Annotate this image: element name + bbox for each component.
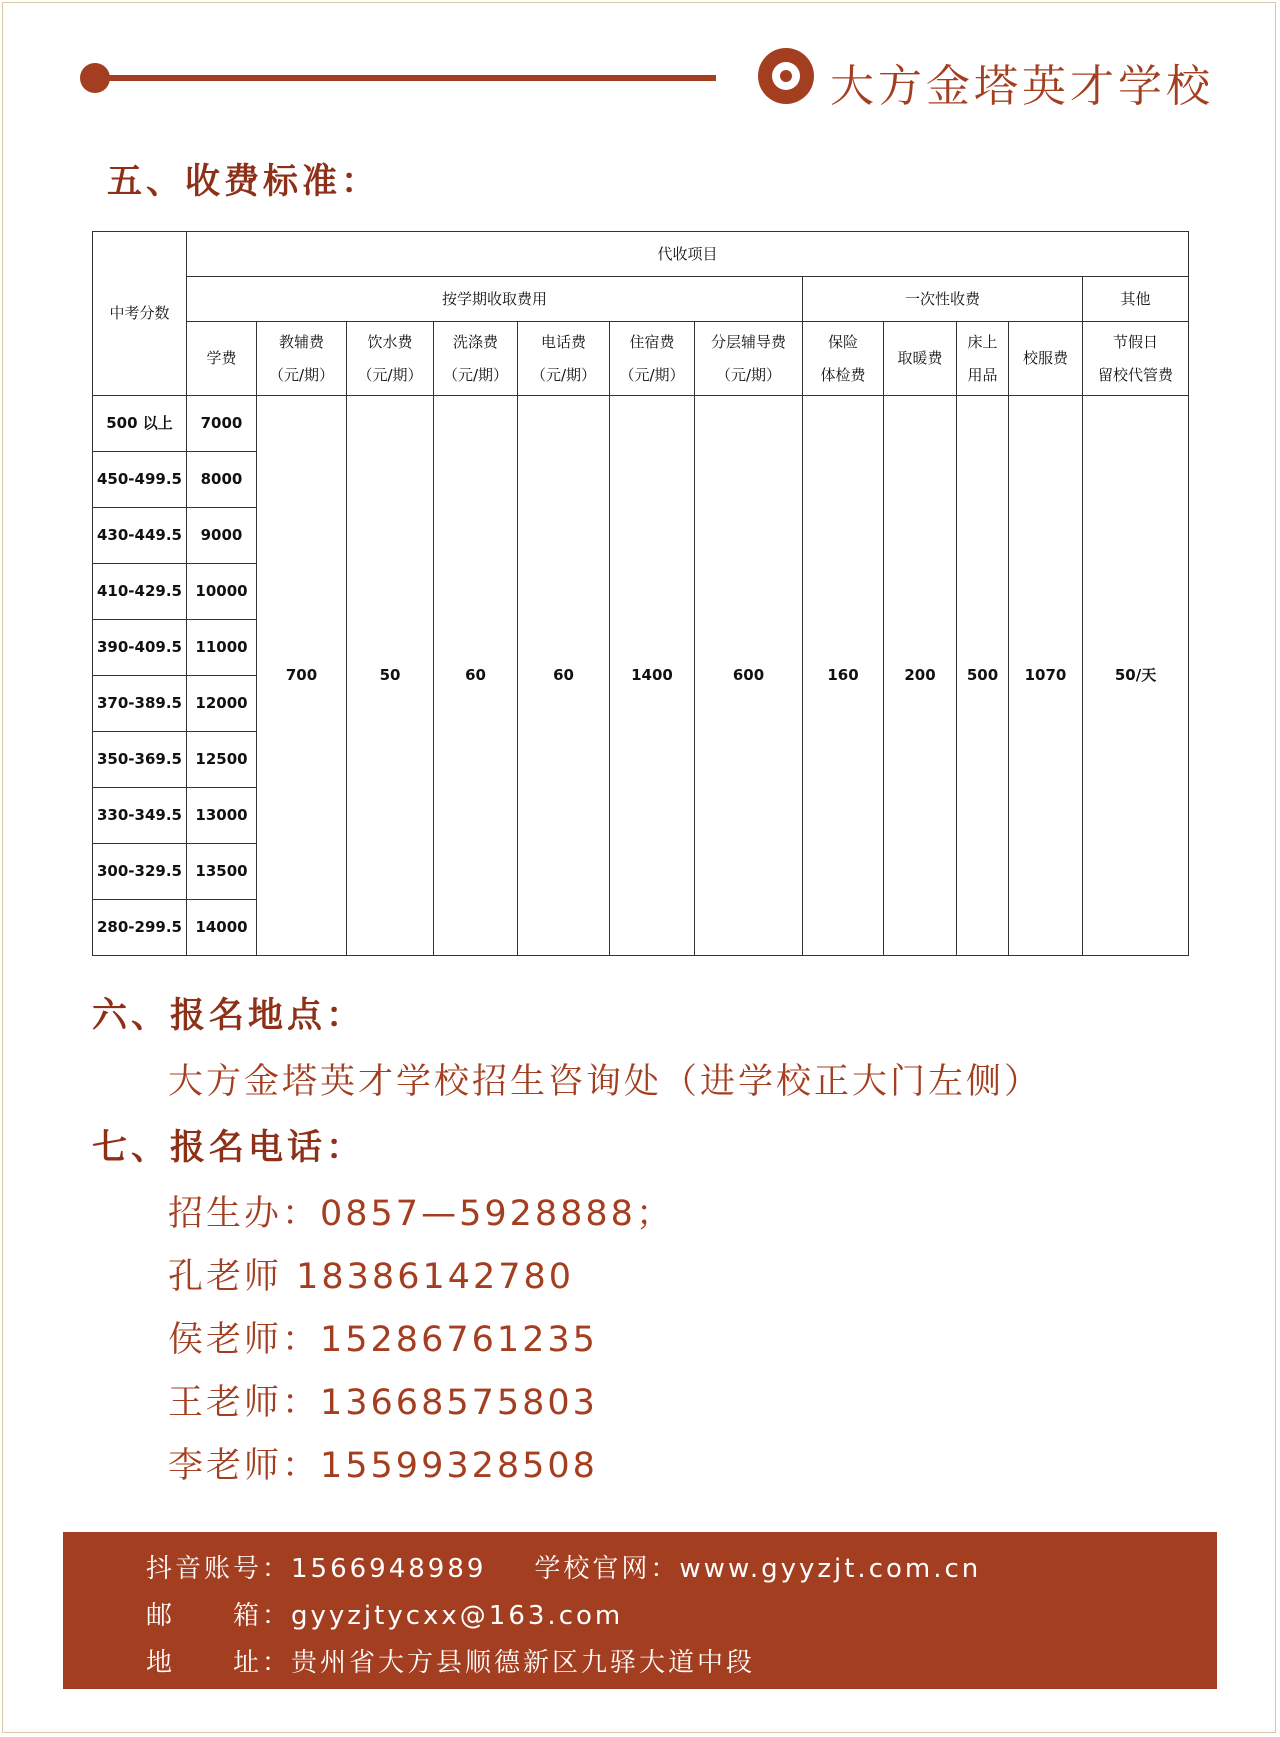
score-cell: 330-349.5 xyxy=(93,788,187,844)
header-board: 住宿费 （元/期） xyxy=(610,322,695,396)
phone-value: 60 xyxy=(518,396,610,956)
score-cell: 370-389.5 xyxy=(93,676,187,732)
header-tuition: 学费 xyxy=(187,322,257,396)
footer-line-1 xyxy=(146,1548,981,1585)
phone-line: 侯老师：15286761235 xyxy=(168,1320,598,1360)
score-cell: 410-429.5 xyxy=(93,564,187,620)
holiday-value: 50/天 xyxy=(1083,396,1189,956)
score-cell: 430-449.5 xyxy=(93,508,187,564)
school-emblem-icon xyxy=(758,48,814,104)
section-fees-title: 五、收费标准： xyxy=(107,162,381,202)
water-value: 50 xyxy=(347,396,434,956)
tuition-cell: 8000 xyxy=(187,452,257,508)
tuition-cell: 13000 xyxy=(187,788,257,844)
header-heat: 取暖费 xyxy=(884,322,957,396)
address-line: 地 址：贵州省大方县顺德新区九驿大道中段 xyxy=(146,1648,756,1678)
heat-value: 200 xyxy=(884,396,957,956)
header-per-term: 按学期收取费用 xyxy=(187,277,803,322)
tuition-cell: 11000 xyxy=(187,620,257,676)
score-cell: 390-409.5 xyxy=(93,620,187,676)
score-cell: 280-299.5 xyxy=(93,900,187,956)
header-uniform: 校服费 xyxy=(1009,322,1083,396)
fee-table xyxy=(92,231,1189,956)
email-line: 邮 箱：gyyzjtycxx@163.com xyxy=(146,1601,624,1631)
tuition-cell: 13500 xyxy=(187,844,257,900)
score-cell: 300-329.5 xyxy=(93,844,187,900)
phone-line: 招生办：0857—5928888； xyxy=(168,1194,674,1234)
bed-value: 500 xyxy=(957,396,1009,956)
section-phone-title: 七、报名电话： xyxy=(92,1128,366,1168)
phone-line: 孔老师 18386142780 xyxy=(168,1257,575,1297)
header-score: 中考分数 xyxy=(93,232,187,396)
uniform-value: 1070 xyxy=(1009,396,1083,956)
section-location-title: 六、报名地点： xyxy=(92,996,366,1036)
board-value: 1400 xyxy=(610,396,695,956)
header-bed: 床上 用品 xyxy=(957,322,1009,396)
score-cell: 500 以上 xyxy=(93,396,187,452)
location-text: 大方金塔英才学校招生咨询处（进学校正大门左侧） xyxy=(168,1062,1043,1102)
header-insure: 保险 体检费 xyxy=(803,322,884,396)
laundry-value: 60 xyxy=(434,396,518,956)
header-layer: 分层辅导费 （元/期） xyxy=(695,322,803,396)
header-one-time: 一次性收费 xyxy=(803,277,1083,322)
header-tutoring: 教辅费 （元/期） xyxy=(257,322,347,396)
phone-line: 王老师：13668575803 xyxy=(168,1383,598,1423)
header-other: 其他 xyxy=(1083,277,1189,322)
layer-value: 600 xyxy=(695,396,803,956)
tutoring-value: 700 xyxy=(257,396,347,956)
douyin-account: 抖音账号：1566948989 xyxy=(146,1554,487,1584)
tuition-cell: 10000 xyxy=(187,564,257,620)
insure-value: 160 xyxy=(803,396,884,956)
tuition-cell: 12500 xyxy=(187,732,257,788)
header-water: 饮水费 （元/期） xyxy=(347,322,434,396)
phone-line: 李老师：15599328508 xyxy=(168,1446,598,1486)
score-cell: 350-369.5 xyxy=(93,732,187,788)
header-laundry: 洗涤费 （元/期） xyxy=(434,322,518,396)
tuition-cell: 12000 xyxy=(187,676,257,732)
score-cell: 450-499.5 xyxy=(93,452,187,508)
header-collected-items: 代收项目 xyxy=(187,232,1189,277)
footer-contact-bar xyxy=(63,1532,1217,1689)
tuition-cell: 9000 xyxy=(187,508,257,564)
header-holiday: 节假日 留校代管费 xyxy=(1083,322,1189,396)
tuition-cell: 14000 xyxy=(187,900,257,956)
website-link[interactable]: 学校官网：www.gyyzjt.com.cn xyxy=(534,1554,982,1584)
school-name: 大方金塔英才学校 xyxy=(830,61,1214,112)
header-phone: 电话费 （元/期） xyxy=(518,322,610,396)
tuition-cell: 7000 xyxy=(187,396,257,452)
table-row xyxy=(93,396,1189,452)
header-rule-line xyxy=(98,75,716,81)
